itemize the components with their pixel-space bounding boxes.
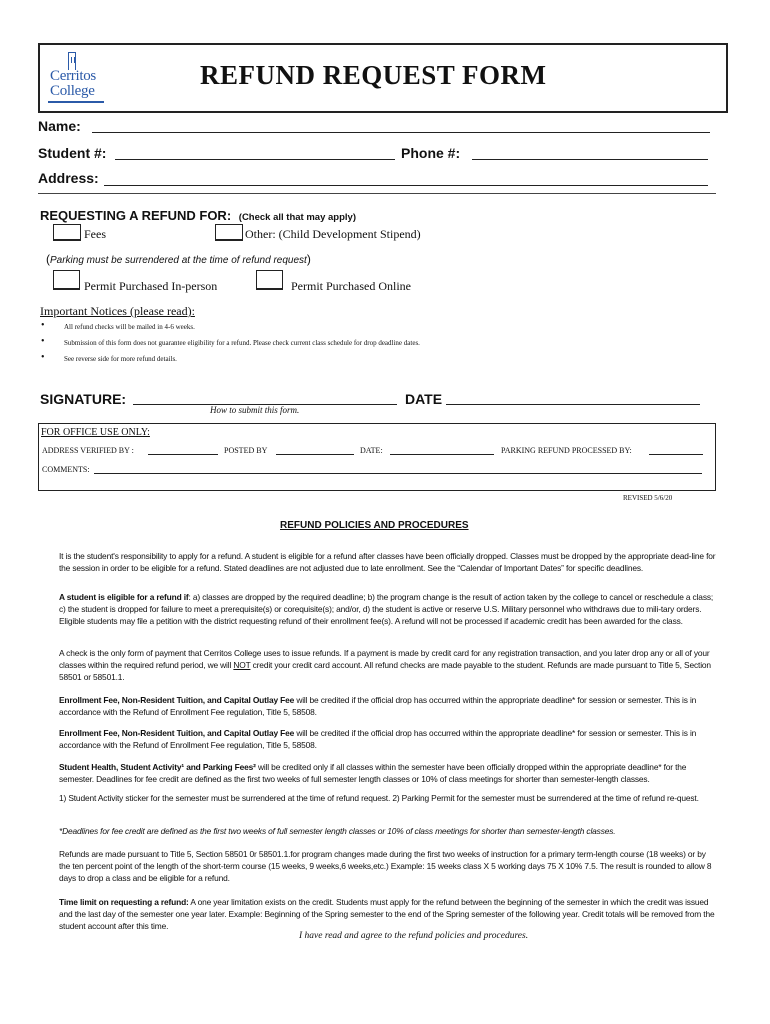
other-checkbox[interactable] [215, 224, 243, 241]
office-date-field[interactable] [390, 454, 494, 455]
policy-enrollment-bold-2: Enrollment Fee, Non-Resident Tuition, and Capital Outlay Fee [59, 728, 295, 738]
how-to-submit-link[interactable]: How to submit this form. [210, 405, 300, 415]
address-verified-field[interactable] [148, 454, 218, 455]
parking-note-close: ) [306, 252, 311, 266]
policy-health-bold: Student Health, Student Activity¹ and Parking Fees² [59, 762, 256, 772]
comments-label: COMMENTS: [42, 465, 90, 474]
fees-label: Fees [84, 227, 106, 241]
logo-underline [48, 101, 104, 103]
permit-inperson-checkbox[interactable] [53, 270, 80, 290]
parking-note [46, 252, 311, 266]
notice-bullet-1: • [41, 320, 45, 331]
permit-online-checkbox[interactable] [256, 270, 283, 290]
parking-note-text: Parking must be surrendered at the time of refund request [50, 255, 307, 266]
phone-label: Phone #: [401, 145, 461, 161]
date-field[interactable] [446, 404, 700, 405]
policy-check-text-b: credit your credit card account. All refund checks are made payable to the student. Refunds are made pursuant to Title 5, Section 58501 or 58501.1. [59, 660, 711, 682]
logo-line1: Cerritos [50, 68, 96, 84]
notice-bullet-3: • [41, 352, 45, 363]
policy-check-not: NOT [233, 660, 251, 670]
policy-paragraph-2 [59, 591, 719, 627]
notice-item-1: All refund checks will be mailed in 4-6 weeks. [64, 323, 195, 331]
policy-paragraph-7: 1) Student Activity sticker for the semester must be surrendered at the time of refund request. 2) Parking Permit for the semester must be surrendered at the time of refund re-quest. [59, 793, 699, 803]
posted-by-label: POSTED BY [224, 446, 268, 455]
policy-health-text: will be credited only if all classes within the semester have been officially dropped within the appropriate deadline* for the semester. Deadlines for fee credit are defined as the first two weeks of full semester length classes or 10% of class meetings for shorter than semester-length classes. [59, 762, 687, 784]
agree-statement: I have read and agree to the refund policies and procedures. [299, 931, 529, 941]
notice-bullet-2: • [41, 336, 45, 347]
notice-item-3: See reverse side for more refund details. [64, 355, 177, 363]
policy-paragraph-6 [59, 761, 719, 785]
policy-check-text-a: A check is the only form of payment that Cerritos College uses to issue refunds. If a payment is made by credit card for any registration transaction, and you later drop any or all of your classes within the required refund period, we will [59, 648, 710, 670]
policy-paragraph-9: Refunds are made pursuant to Title 5, Section 58501 0r 58501.1.for program changes made during the first two weeks of instruction for a primary term-length course (18 weeks) or by the ten percent point of the length of the short-term course (15 weeks, 9 weeks,6 weeks,etc.) Example: 15 weeks class X 5 working days 75 X 10% 7.5. The result is rounded to allow 8 days to drop a class and be eligible for a refund. [59, 849, 712, 883]
date-label: DATE [405, 391, 443, 407]
parking-refund-label: PARKING REFUND PROCESSED BY: [501, 446, 632, 455]
policy-paragraph-3 [59, 647, 719, 683]
refund-subheading: (Check all that may apply) [238, 212, 356, 223]
notices-heading: Important Notices (please read): [40, 304, 195, 318]
office-date-label: DATE: [360, 446, 383, 455]
policy-paragraph-1: It is the student's responsibility to apply for a refund. A student is eligible for a refund after classes have been officially dropped. Classes must be dropped by the appropriate dead-line for the session in order to be eligible for a refund. Stated deadlines are not adjusted due to late enrollment. See the “Calendar of Important Dates” for specific deadlines. [59, 551, 716, 573]
fees-checkbox[interactable] [53, 224, 81, 241]
address-label: Address: [38, 170, 99, 186]
parking-note-open: ( [46, 252, 50, 266]
signature-label: SIGNATURE: [40, 391, 127, 407]
student-number-label: Student #: [38, 145, 107, 161]
comments-field[interactable] [94, 473, 702, 474]
office-heading: FOR OFFICE USE ONLY: [41, 427, 150, 438]
address-verified-label: ADDRESS VERIFIED BY : [42, 446, 134, 455]
policies-heading: REFUND POLICIES AND PROCEDURES [280, 520, 469, 531]
policy-enrollment-bold-1: Enrollment Fee, Non-Resident Tuition, and Capital Outlay Fee [59, 695, 295, 705]
name-field[interactable] [92, 132, 710, 133]
policy-paragraph-5 [59, 727, 719, 751]
address-field[interactable] [104, 185, 708, 186]
policy-paragraph-8: *Deadlines for fee credit are defined as the first two weeks of full semester length classes or 10% of class meetings for shorter than semester-length classes. [59, 826, 616, 836]
policy-eligible-bold: A student is eligible for a refund if [59, 592, 189, 602]
policy-enrollment-text-1: will be credited if the official drop has occurred within the appropriate deadline* for session or semester. This is in accordance with the Refund of Enrollment Fee regulation, Title 5, 58508. [59, 695, 697, 717]
revised-date: REVISED 5/6/20 [623, 494, 673, 502]
notice-item-2: Submission of this form does not guarantee eligibility for a refund. Please check current class schedule for drop deadline dates. [64, 339, 420, 347]
parking-refund-field[interactable] [649, 454, 703, 455]
policy-eligible-text: : a) classes are dropped by the required deadline; b) the program change is the result of action taken by the college to cancel or reschedule a class; c) the student is dropped for failure to meet a prerequisite(s) or corequisite(s); and/or, d) the student is active or reserve U.S. Military personnel who withdraws due to mili-tary orders. Eligible students may file a petition with the district requesting refund of their enrollment fee(s). A refund will not be processed if academic credit has been awarded for the class. [59, 592, 714, 626]
permit-inperson-label: Permit Purchased In-person [84, 279, 218, 293]
policy-paragraph-10 [59, 896, 719, 932]
college-logo [48, 52, 110, 104]
other-label: Other: (Child Development Stipend) [245, 227, 421, 241]
policy-enrollment-text-2: will be credited if the official drop has occurred within the appropriate deadline* for session or semester. This is in accordance with the Refund of Enrollment Fee regulation, Title 5, 58508. [59, 728, 697, 750]
policy-time-limit-bold: Time limit on requesting a refund: [59, 897, 189, 907]
posted-by-field[interactable] [276, 454, 354, 455]
phone-field[interactable] [472, 159, 708, 160]
student-number-field[interactable] [115, 159, 395, 160]
name-label: Name: [38, 118, 81, 134]
section-divider [38, 193, 716, 194]
refund-heading-text: REQUESTING A REFUND FOR: [40, 208, 232, 223]
policy-time-limit-text: A one year limitation exists on the credit. Students must apply for the refund between the beginning of the semester in which the credit was issued and the last day of the semester one year later. Example: Beginning of the Spring semester to the end of the Spring semester of the following year. Credit totals will be removed from the student account after this time. [59, 897, 715, 931]
refund-heading [40, 208, 356, 223]
form-title: REFUND REQUEST FORM [200, 60, 547, 90]
permit-online-label: Permit Purchased Online [291, 279, 411, 293]
logo-line2: College [50, 83, 95, 99]
policy-paragraph-4 [59, 694, 719, 718]
